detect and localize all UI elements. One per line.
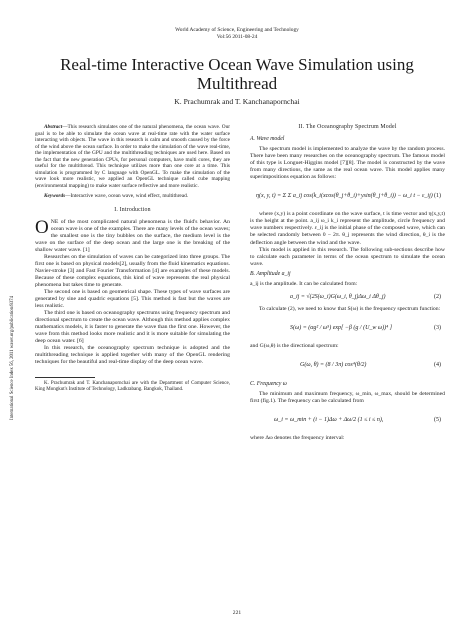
model-paragraph-7: The minimum and maximum frequency, ω_min, ω_max, should be determined first (fig.1). The frequency can be calculated from [250, 390, 445, 404]
equation-1-expression: η(x, y, t) = Σ Σ a_ij cos(k_i(xcos(θ_j+θ_i)+ysin(θ_j+θ_i)) − ω_i t − ε_ij) [256, 193, 433, 200]
model-paragraph-4: a_ij is the amplitude. It can be calculated from: [250, 280, 358, 287]
model-paragraph-5: To calculate (2), we need to know that S(ω) is the frequency spectrum function: [259, 305, 441, 312]
footnote: K. Prachumrak and T. Kanchanapornchai are with the Department of Computer Science, King Mongkut's Institute of Technology, Ladkrabang. Bangkok, Thailand. [35, 380, 230, 392]
journal-name: World Academy of Science, Engineering and Technology [175, 27, 299, 33]
intro-paragraph-3: The second one is based on geometrical shape. These types of wave surfaces are generated by sine and quadric equations [5]. This method is fast but the waves are less realistic. [35, 289, 230, 310]
intro-paragraph-4: The third one is based on oceanography spectrums using frequency spectrum and directional spectrum to create the ocean wave. Although this method applies complex mathematics models, it is faster to generate the wave than the first one. However, the wave from this method looks more realistic and it is more suitable for simulating the deep ocean water. [6] [35, 310, 230, 345]
paper-title: Real-time Interactive Ocean Wave Simulation using Multithread [60, 55, 414, 93]
equation-4-expression: G(ω, θ) = (8 / 3π) cos⁴(θ/2) [300, 361, 367, 368]
intro-paragraph-5: In this research, the oceanography spectrum technique is adopted and the multithreading technique is applied together with many of the OpenGL rendering techniques for the beautiful and real-time display of the deep ocean wave. [35, 345, 230, 366]
side-index-text: International Science Index 56, 2011 waset.org/publication/8374 [10, 295, 15, 420]
equation-3-number: (3) [434, 324, 441, 331]
paper-authors: K. Prachumrak and T. Kanchanapornchai [174, 97, 300, 106]
equation-1 [250, 183, 445, 209]
abstract [35, 124, 230, 189]
right-column [250, 124, 445, 442]
abstract-label: Abstract [44, 124, 63, 130]
drop-cap: O [35, 216, 49, 238]
section-heading-spectrum-model: II. The Oceanography Spectrum Model [298, 124, 397, 130]
equation-2 [250, 290, 445, 304]
subsection-frequency: C. Frequency ω [250, 380, 287, 387]
equation-3-expression: S(ω) = (αg² / ω⁵) exp[ −β (g / (U_w ω))⁴ ] [290, 324, 393, 331]
footnote-rule [35, 377, 95, 378]
model-paragraph-1: The spectrum model is implemented to analyze the wave by the random process. There have been many researches on the oceanography spectrum. The famous model of this type is Longuet-Higgins model [7][8]. The model is constructed by the wave from many directions, the same as the real ocean wave. This model applies many superimpositions equation as follows: [250, 146, 445, 181]
equation-5-expression: ω_i = ω_min + (i − 1)Δω + Δω/2 (1 ≤ i ≤ n), [274, 417, 384, 424]
equation-5-number: (5) [434, 417, 441, 424]
page-number: 221 [232, 610, 242, 616]
model-paragraph-3: This model is applied in this research. The following sub-sections describe how to calculate each parameter in terms of the ocean spectrum to simulate the ocean wave. [250, 246, 445, 267]
equation-2-expression: a_ij = √(2S(ω_i)G(ω_i, θ_j)Δω_i Δθ_j) [290, 293, 386, 300]
subsection-wave-model: A. Wave model [250, 136, 285, 143]
equation-1-number: (1) [434, 193, 441, 200]
subsection-amplitude: B. Amplitude a_ij [250, 270, 291, 277]
journal-volume: Vol:56 2011-08-24 [216, 33, 258, 40]
equation-3 [250, 315, 445, 341]
equation-2-number: (2) [434, 293, 441, 300]
section-heading-introduction: I. Introduction [114, 206, 151, 213]
keywords-label: Keywords [44, 193, 66, 199]
model-paragraph-2: where (x,y) is a point coordinate on the wave surface, t is time vector and η(x,y,t) is the height at the point. a_ij ω_i k_i represent the amplitude, circle frequency and wave numbers respectively. ε_ij is the initial phase of the composed wave, which can be selected randomly between 0 − 2π. θ_j represents the wind direction, θ_i is the deflection angle between the wind and the wave. [250, 211, 445, 246]
keywords-text: —Interactive wave, ocean wave, wind effect, multithread. [65, 193, 189, 199]
equation-4 [250, 352, 445, 378]
equation-4-number: (4) [434, 361, 441, 368]
keywords [35, 193, 230, 200]
intro-paragraph-1 [35, 216, 230, 254]
equation-5 [250, 407, 445, 433]
model-paragraph-6: and G(ω,θ) is the directional spectrum: [250, 342, 339, 349]
journal-header [0, 27, 474, 40]
left-column [35, 124, 230, 393]
intro-paragraph-1-text: NE of the most complicated natural phenomena is the fluid's behavior. An ocean wave is one of the examples. There are many levels of the ocean waves; the smallest one is the tiny bubbles on the surface, the medium level is the wave on the surface of the deep ocean and the large one is the breaking of the shallow water wave. [1] [35, 218, 230, 253]
intro-paragraph-2: Researches on the simulation of waves can be categorized into three groups. The first one is based on physical models[2], usually from the fluid kinematics equations. Navier-stroke [3] and Fast Fourier Transformation [4] are examples of these models. Because of these complex equations, this kind of wave represents the real physical phenomena but takes time to generate. [35, 253, 230, 288]
model-paragraph-8: where Δω denotes the frequency interval: [250, 435, 345, 442]
abstract-text: —This research simulates one of the natural phenomena, the ocean wave. Our goal is to be able to simulate the ocean wave at real-time rate with the water surface interacting with objects. The wave in this research is calm and smooth caused by the force of the wind above the ocean surface. In order to make the simulation of the wave real-time, the implementation of the GPU and the multithreading techniques are used here. Based on the fact that the new generation CPUs, for personal computers, have multi cores, they are useful for the multithread. This technique utilizes more than one core at a time. This simulation is programmed by C language with OpenGL. To make the simulation of the wave look more realistic, we applied an OpenGL technique called cube mapping (environmental mapping) to make water surface reflective and more realistic. [35, 124, 230, 189]
